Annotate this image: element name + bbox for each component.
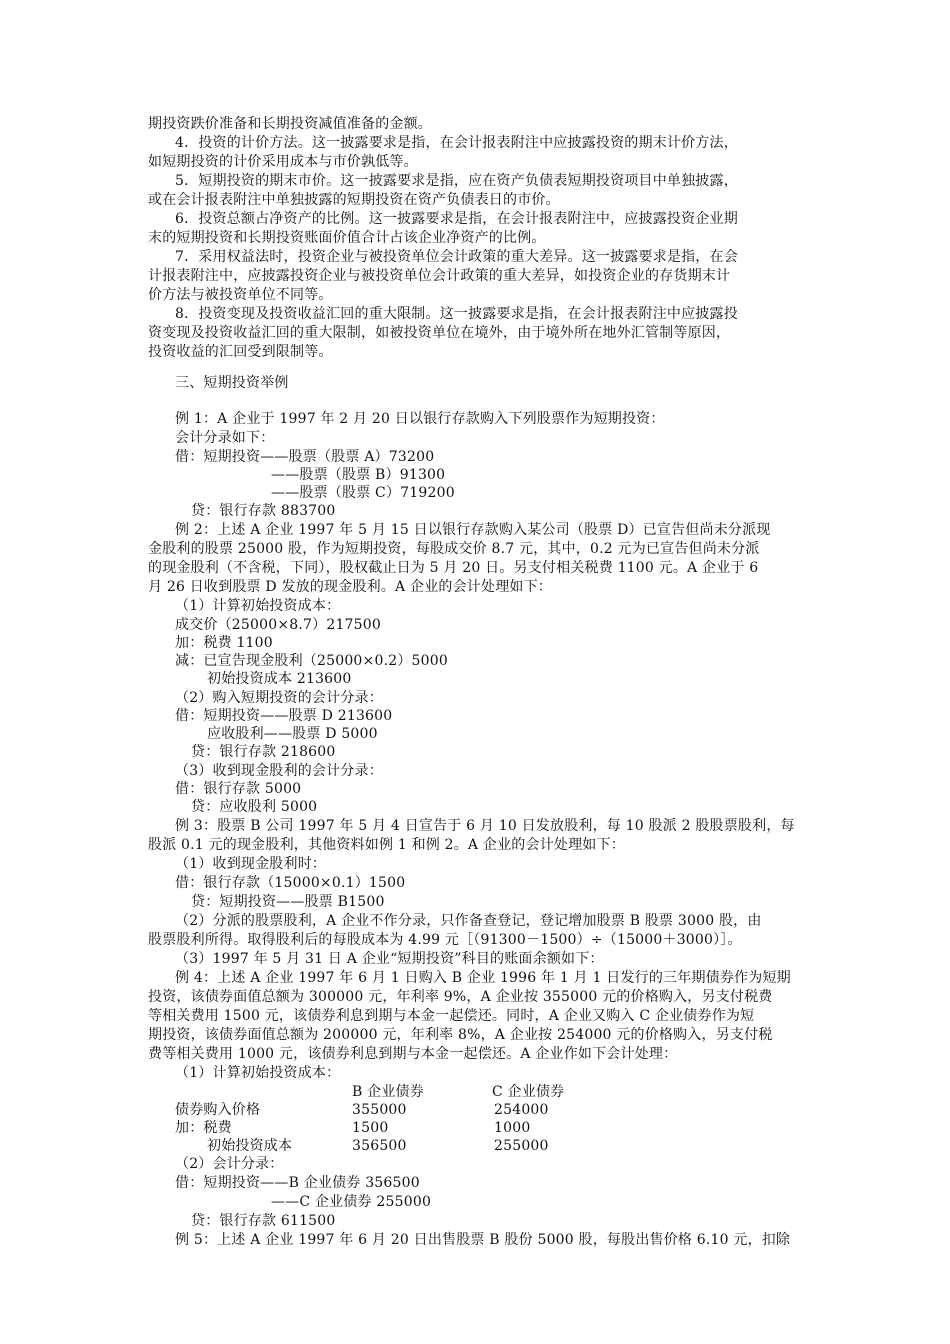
text-line: 投资收益的汇回受到限制等。 xyxy=(148,344,333,360)
text-line: 例 2：上述 A 企业 1997 年 5 月 15 日以银行存款购入某公司（股票 D）已宣告但尚未分派现 xyxy=(175,522,771,538)
table-cell-c: 254000 xyxy=(494,1102,549,1118)
text-line: 投资，该债券面值总额为 300000 元，年利率 9%，A 企业按 355000 元的价格购入，另支付税费 xyxy=(148,989,773,1005)
table-header: C 企业债券 xyxy=(492,1084,565,1100)
table-row-label: 加：税费 xyxy=(175,1120,232,1136)
text-line: 会计分录如下： xyxy=(175,430,275,446)
text-line: 价方法与被投资单位不同等。 xyxy=(148,287,333,303)
text-line: 减：已宣告现金股利（25000×0.2）5000 xyxy=(175,653,448,669)
text-line: 三、短期投资举例 xyxy=(175,375,289,391)
text-line: 的现金股利（不含税，下同），股权截止日为 5 月 20 日。另支付相关税费 1100 元。A 企业于 6 xyxy=(148,560,759,576)
text-line: 借：短期投资——股票 D 213600 xyxy=(175,708,393,724)
text-line: 月 26 日收到股票 D 发放的现金股利。A 企业的会计处理如下： xyxy=(148,579,552,595)
text-line: （3）1997 年 5 月 31 日 A 企业“短期投资”科目的账面余额如下： xyxy=(175,951,604,967)
text-line: 借：银行存款（15000×0.1）1500 xyxy=(175,875,406,891)
text-line: 例 4：上述 A 企业 1997 年 6 月 1 日购入 B 企业 1996 年 1 月 1 日发行的三年期债券作为短期 xyxy=(175,970,791,986)
text-line: 贷：银行存款 218600 xyxy=(191,744,336,760)
text-line: 8．投资变现及投资收益汇回的重大限制。这一披露要求是指，在会计报表附注中应披露投 xyxy=(175,306,738,322)
text-line: 贷：应收股利 5000 xyxy=(191,799,318,815)
text-line: 借：短期投资——B 企业债券 356500 xyxy=(175,1175,420,1191)
table-cell-c: 255000 xyxy=(494,1138,549,1154)
text-line: 初始投资成本 213600 xyxy=(207,671,352,687)
text-line: ——股票（股票 C）719200 xyxy=(271,485,455,501)
table-row-label: 初始投资成本 xyxy=(207,1138,293,1154)
text-line: 如短期投资的计价采用成本与市价孰低等。 xyxy=(148,154,418,170)
text-line: （1）计算初始投资成本： xyxy=(175,1065,341,1081)
text-line: 例 5：上述 A 企业 1997 年 6 月 20 日出售股票 B 股份 5000 股，每股出售价格 6.10 元，扣除 xyxy=(175,1232,791,1248)
text-line: 借：银行存款 5000 xyxy=(175,781,302,797)
text-line: 例 3：股票 B 公司 1997 年 5 月 4 日宣告于 6 月 10 日发放股利，每 10 股派 2 股股票股利，每 xyxy=(175,818,795,834)
table-header: B 企业债券 xyxy=(352,1084,424,1100)
text-line: 贷：银行存款 883700 xyxy=(191,503,336,519)
text-line: 例 1：A 企业于 1997 年 2 月 20 日以银行存款购入下列股票作为短期投资： xyxy=(175,411,665,427)
table-cell-b: 1500 xyxy=(352,1120,389,1136)
text-line: 7．采用权益法时，投资企业与被投资单位会计政策的重大差异。这一披露要求是指，在会 xyxy=(175,249,738,265)
table-row-label: 债券购入价格 xyxy=(175,1102,261,1118)
text-line: 或在会计报表附注中单独披露的短期投资在资产负债表日的市价。 xyxy=(148,192,560,208)
text-line: 4．投资的计价方法。这一披露要求是指，在会计报表附注中应披露投资的期末计价方法， xyxy=(175,135,738,151)
text-line: 期投资跌价准备和长期投资减值准备的金额。 xyxy=(148,116,432,132)
text-line: 加：税费 1100 xyxy=(175,635,273,651)
text-line: ——C 企业债券 255000 xyxy=(271,1194,432,1210)
text-line: （1）收到现金股利时： xyxy=(175,856,327,872)
table-cell-b: 356500 xyxy=(352,1138,407,1154)
text-line: 5．短期投资的期末市价。这一披露要求是指，应在资产负债表短期投资项目中单独披露， xyxy=(175,173,738,189)
text-line: （3）收到现金股利的会计分录： xyxy=(175,763,383,779)
text-line: 金股利的股票 25000 股，作为短期投资，每股成交价 8.7 元，其中，0.2 元为已宣告但尚未分派 xyxy=(148,541,760,557)
text-line: 末的短期投资和长期投资账面价值合计占该企业净资产的比例。 xyxy=(148,230,546,246)
text-line: （2）购入短期投资的会计分录： xyxy=(175,690,383,706)
text-line: 6．投资总额占净资产的比例。这一披露要求是指，在会计报表附注中，应披露投资企业期 xyxy=(175,211,738,227)
text-line: （2）会计分录： xyxy=(175,1156,284,1172)
text-line: 成交价（25000×8.7）217500 xyxy=(175,617,381,633)
text-line: 贷：银行存款 611500 xyxy=(191,1213,336,1229)
text-line: 费等相关费用 1000 元，该债券利息到期与本金一起偿还。A 企业作如下会计处理： xyxy=(148,1046,678,1062)
table-cell-b: 355000 xyxy=(352,1102,407,1118)
text-line: 贷：短期投资——股票 B1500 xyxy=(191,894,385,910)
text-line: 股派 0.1 元的现金股利，其他资料如例 1 和例 2。A 企业的会计处理如下： xyxy=(148,837,625,853)
text-line: 计报表附注中，应披露投资企业与被投资单位会计政策的重大差异，如投资企业的存货期末计 xyxy=(148,268,731,284)
text-line: ——股票（股票 B）91300 xyxy=(271,467,446,483)
text-line: 期投资，该债券面值总额为 200000 元，年利率 8%，A 企业按 254000 元的价格购入，另支付税 xyxy=(148,1027,773,1043)
text-line: 等相关费用 1500 元，该债券利息到期与本金一起偿还。同时，A 企业又购入 C 企业债券作为短 xyxy=(148,1008,755,1024)
text-line: （2）分派的股票股利，A 企业不作分录，只作备查登记，登记增加股票 B 股票 3000 股，由 xyxy=(175,913,762,929)
text-line: （1）计算初始投资成本： xyxy=(175,598,341,614)
text-line: 应收股利——股票 D 5000 xyxy=(207,726,378,742)
table-cell-c: 1000 xyxy=(494,1120,531,1136)
text-line: 股票股利所得。取得股利后的每股成本为 4.99 元［（91300－1500）÷（15000＋3000）］。 xyxy=(148,932,742,948)
text-line: 资变现及投资收益汇回的重大限制，如被投资单位在境外，由于境外所在地外汇管制等原因， xyxy=(148,325,731,341)
text-line: 借：短期投资——股票（股票 A）73200 xyxy=(175,449,435,465)
